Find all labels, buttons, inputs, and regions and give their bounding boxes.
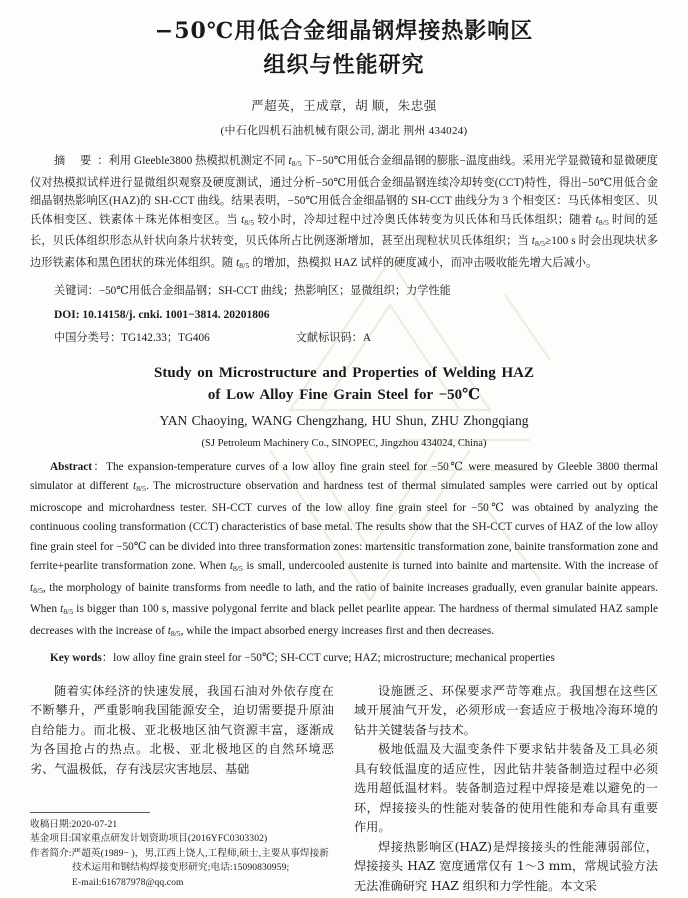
cn-affiliation: (中石化四机石油机械有限公司, 湖北 荆州 434024) (220, 125, 468, 137)
cn-title-line-2: 组织与性能研究 (263, 52, 425, 78)
en-keywords (50, 649, 658, 668)
doc-code-label: 文献标识码 (295, 331, 352, 344)
doc-code-value: ：A (351, 331, 371, 344)
footnote-received-date: 收稿日期:2020-07-21 (30, 818, 118, 830)
page-title (30, 14, 658, 82)
cn-abstract (30, 152, 658, 276)
en-affiliation: (SJ Petroleum Machinery Co., SINOPEC, Jingzhou 434024, China) (201, 437, 487, 449)
doi-line: DOI: 10.14158/j. cnki. 1001−3814. 20201806 (54, 308, 270, 321)
en-title (30, 362, 658, 406)
en-abstract-label: Abstract (50, 460, 93, 473)
clc-label: 中国分类号 (54, 331, 110, 344)
clc-value: ：TG142.33；TG406 (109, 331, 210, 344)
footnote-author-email (30, 876, 334, 891)
en-title-line-1: Study on Microstructure and Properties of Welding HAZ (154, 364, 534, 381)
footnote-author-bio-line-2 (30, 861, 334, 876)
cn-keywords-label: 关键词 (54, 284, 88, 297)
body-paragraph: 极地低温及大温变条件下要求钻井装备及工具必须具有较低温度的适应性，因此钻井装备制造过程中必须选用超低温材料。装备制造过程中焊接是难以避免的一环，焊接接头的性能对装备的使用性能和寿命具有重要作用。 (354, 742, 658, 835)
body-paragraph: 焊接热影响区(HAZ)是焊接接头的性能薄弱部位，焊接接头 HAZ 宽度通常仅有 1～3 mm，常规试验方法无法准确研究 HAZ 组织和力学性能。本文采 (354, 839, 658, 893)
en-author-list: YAN Chaoying, WANG Chengzhang, HU Shun, ZHU Zhongqiang (159, 412, 529, 428)
body-paragraph: 随着实体经济的快速发展，我国石油对外依存度在不断攀升，严重影响我国能源安全，迫切需要提升原油自给能力。而北极、亚北极地区油气资源丰富，逐渐成为各国抢占的热点。北极、亚北极地区的自然环境恶劣、气温极低，存有浅层灾害地层、基础 (30, 683, 334, 776)
cn-keywords-text: ：−50℃用低合金细晶钢；SH-CCT 曲线；热影响区；显微组织；力学性能 (87, 284, 451, 297)
footnote-block (30, 812, 334, 891)
body-paragraph: 设施匮乏、环保要求严苛等难点。我国想在这些区域开展油气开发，必须形成一套适应于极地冷海环境的钻井关键装备与技术。 (354, 683, 658, 737)
en-keywords-label: Key words (50, 651, 102, 664)
footnote-bio-indent: 技术运用和钢结构焊接变形研究;电话:15090830959; (72, 862, 290, 873)
classification-row (54, 329, 658, 347)
en-title-line-2: of Low Alloy Fine Grain Steel for −50℃ (207, 386, 481, 403)
footnote-fund-project: 基金项目:国家重点研发计划资助项目(2016YFC0303302) (30, 833, 268, 844)
body-column-right (354, 682, 658, 897)
en-keywords-text: ：low alloy fine grain steel for −50℃; SH-CCT curve; HAZ; microstructure; mechanical properties (101, 651, 555, 664)
en-abstract (30, 458, 658, 644)
footnote-divider (30, 812, 150, 813)
cn-keywords (54, 282, 658, 300)
footnote-author-bio-line-1: 作者简介:严超英(1989− )，男,江西上饶人,工程师,硕士,主要从事焊接新 (30, 847, 329, 859)
cn-author-list: 严超英，王成章，胡 顺，朱忠强 (251, 99, 437, 113)
cn-abstract-text: ：利用 Gleeble3800 热模拟机测定不同 $t_{8/5}$ 下−50℃用低合金细晶钢的膨胀−温度曲线。采用光学显微镜和显微硬度仪对热模拟试样进行显微组织观察及硬度测试，通过分析−50℃用低合金细晶钢连续冷却转变(CCT)特性，得出−50℃用低合金细晶钢热影响区(HAZ)的 SH-CCT 曲线。结果表明，−50℃用低合金细晶钢的 SH-CCT 曲线分为 3 个相变区：马氏体相变区、贝氏体相变区、铁素体＋珠光体相变区。当 $t_{8/5}$ 较小时，冷却过程中过冷奥氏体转变为贝氏体和马氏体组织；随着 $t_{8/5}$ 时间的延长，贝氏体组织形态从针状向条片状转变，贝氏体所占比例逐渐增加，甚至出现粒状贝氏体组织；当 $t_{8/5}\ge 100$ s 时会出现块状多边形铁素体和黑色团状的珠光体组织。随 $t_{8/5}$ 的增加，热模拟 HAZ 试样的硬度减小，而冲击吸收能先增大后减小。 (30, 155, 658, 270)
paper-content (0, 14, 688, 896)
footnote-email-indent: E-mail:616787978@qq.com (72, 876, 184, 888)
cn-abstract-label: 摘 要 (54, 155, 98, 167)
cn-title-line-1: −50℃用低合金细晶钢焊接热影响区 (154, 18, 534, 44)
en-abstract-text: ：The expansion-temperature curves of a low alloy fine grain steel for −50℃ were measured by Gleeble 3800 thermal simulator at different $t_{8/5}$. The microstructure observation and hardness test of thermal simulated samples were carried out by optical microscope and microhardness tester. SH-CCT curves of the low alloy fine grain steel for −50℃ was obtained by analyzing the continuous cooling transformation (CCT) characteristics of base metal. The results show that the SH-CCT curves of HAZ of the low alloy fine grain steel for −50℃ can be divided into three transformation zones: martensitic transformation zone, bainite transformation zone and ferrite+pearlite transformation zone. When $t_{8/5}$ is small, undercooled austenite is turned into bainite and martensite. With the increase of $t_{8/5}$, the morphology of bainite transforms from needle to lath, and the ratio of bainite increases gradually, even granular bainite appears. When $t_{8/5}$ is bigger than 100 s, massive polygonal ferrite and black pellet pearlite appear. The hardness of thermal simulated HAZ sample decreases with the increase of $t_{8/5}$, while the impact absorbed energy increases first and then decreases. (30, 460, 658, 639)
